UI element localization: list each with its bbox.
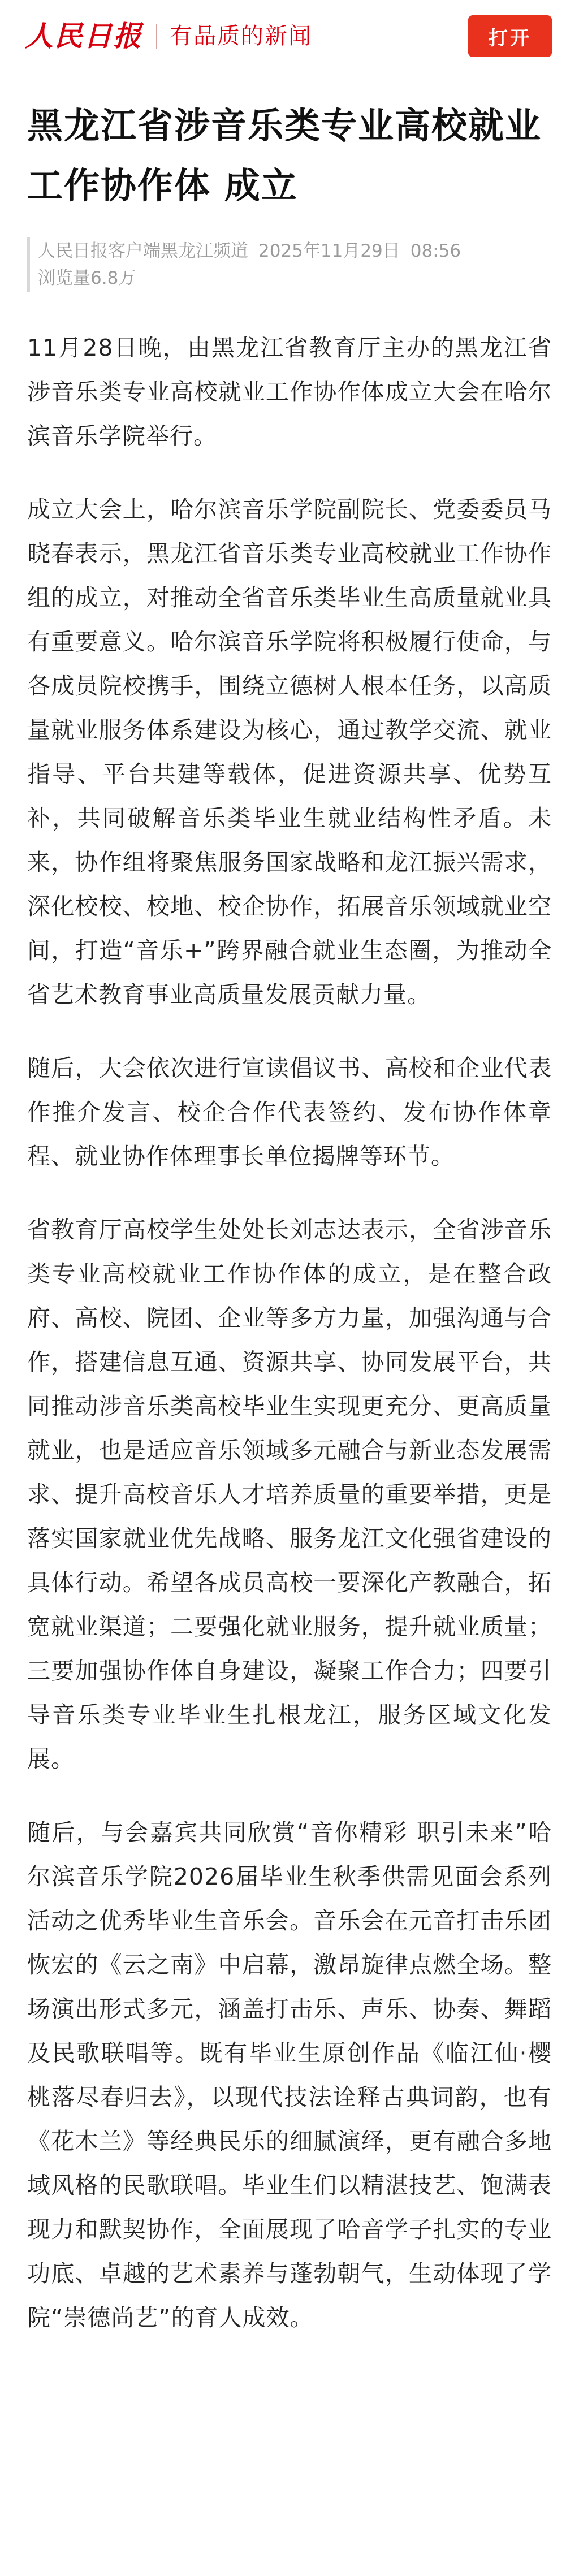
- meta-line-1: [38, 237, 552, 265]
- top-bar: [0, 0, 579, 72]
- article-paragraph: 成立大会上，哈尔滨音乐学院副院长、党委委员马晓春表示，黑龙江省音乐类专业高校就业工作协作组的成立，对推动全省音乐类毕业生高质量就业具有重要意义。哈尔滨音乐学院将积极履行使命，与各成员院校携手，围绕立德树人根本任务，以高质量就业服务体系建设为核心，通过教学交流、就业指导、平台共建等载体，促进资源共享、优势互补，共同破解音乐类毕业生就业结构性矛盾。未来，协作组将聚焦服务国家战略和龙江振兴需求，深化校校、校地、校企协作，拓展音乐领域就业空间，打造“音乐+”跨界融合就业生态圈，为推动全省艺术教育事业高质量发展贡献力量。: [27, 496, 552, 1008]
- article-views: 浏览量6.8万: [38, 268, 136, 288]
- open-app-button[interactable]: 打开: [468, 15, 552, 57]
- brand[interactable]: [25, 19, 312, 53]
- article-paragraph: 随后，大会依次进行宣读倡议书、高校和企业代表作推介发言、校企合作代表签约、发布协作体章程、就业协作体理事长单位揭牌等环节。: [27, 1054, 552, 1170]
- article-body: [27, 326, 552, 2340]
- app-logo[interactable]: 人民日报: [25, 19, 142, 53]
- meta-line-2: [38, 265, 552, 292]
- article-date: 2025年11月29日: [258, 241, 400, 261]
- brand-divider: [156, 24, 157, 49]
- article-container: [0, 96, 579, 2340]
- article-title: 黑龙江省涉音乐类专业高校就业工作协作体 成立: [27, 105, 542, 206]
- article-meta: [27, 237, 552, 292]
- app-slogan: 有品质的新闻: [170, 23, 312, 49]
- article-paragraph: 省教育厅高校学生处处长刘志达表示，全省涉音乐类专业高校就业工作协作体的成立，是在整合政府、高校、院团、企业等多方力量，加强沟通与合作，搭建信息互通、资源共享、协同发展平台，共同推动涉音乐类高校毕业生实现更充分、更高质量就业，也是适应音乐领域多元融合与新业态发展需求、提升高校音乐人才培养质量的重要举措，更是落实国家就业优先战略、服务龙江文化强省建设的具体行动。希望各成员高校一要深化产教融合，拓宽就业渠道；二要强化就业服务，提升就业质量；三要加强协作体自身建设，凝聚工作合力；四要引导音乐类专业毕业生扎根龙江，服务区域文化发展。: [27, 1216, 552, 1773]
- article-paragraph: 11月28日晚，由黑龙江省教育厅主办的黑龙江省涉音乐类专业高校就业工作协作体成立大会在哈尔滨音乐学院举行。: [27, 334, 552, 449]
- article-paragraph: 随后，与会嘉宾共同欣赏“音你精彩 职引未来”哈尔滨音乐学院2026届毕业生秋季供需见面会系列活动之优秀毕业生音乐会。音乐会在元音打击乐团恢宏的《云之南》中启幕，激昂旋律点燃全场。整场演出形式多元，涵盖打击乐、声乐、协奏、舞蹈及民歌联唱等。既有毕业生原创作品《临江仙·樱桃落尽春归去》，以现代技法诠释古典词韵，也有《花木兰》等经典民乐的细腻演绎，更有融合多地域风格的民歌联唱。毕业生们以精湛技艺、饱满表现力和默契协作，全面展现了哈音学子扎实的专业功底、卓越的艺术素养与蓬勃朝气，生动体现了学院“崇德尚艺”的育人成效。: [27, 1819, 552, 2331]
- article-time: 08:56: [410, 241, 461, 261]
- article-source: 人民日报客户端黑龙江频道: [38, 241, 248, 261]
